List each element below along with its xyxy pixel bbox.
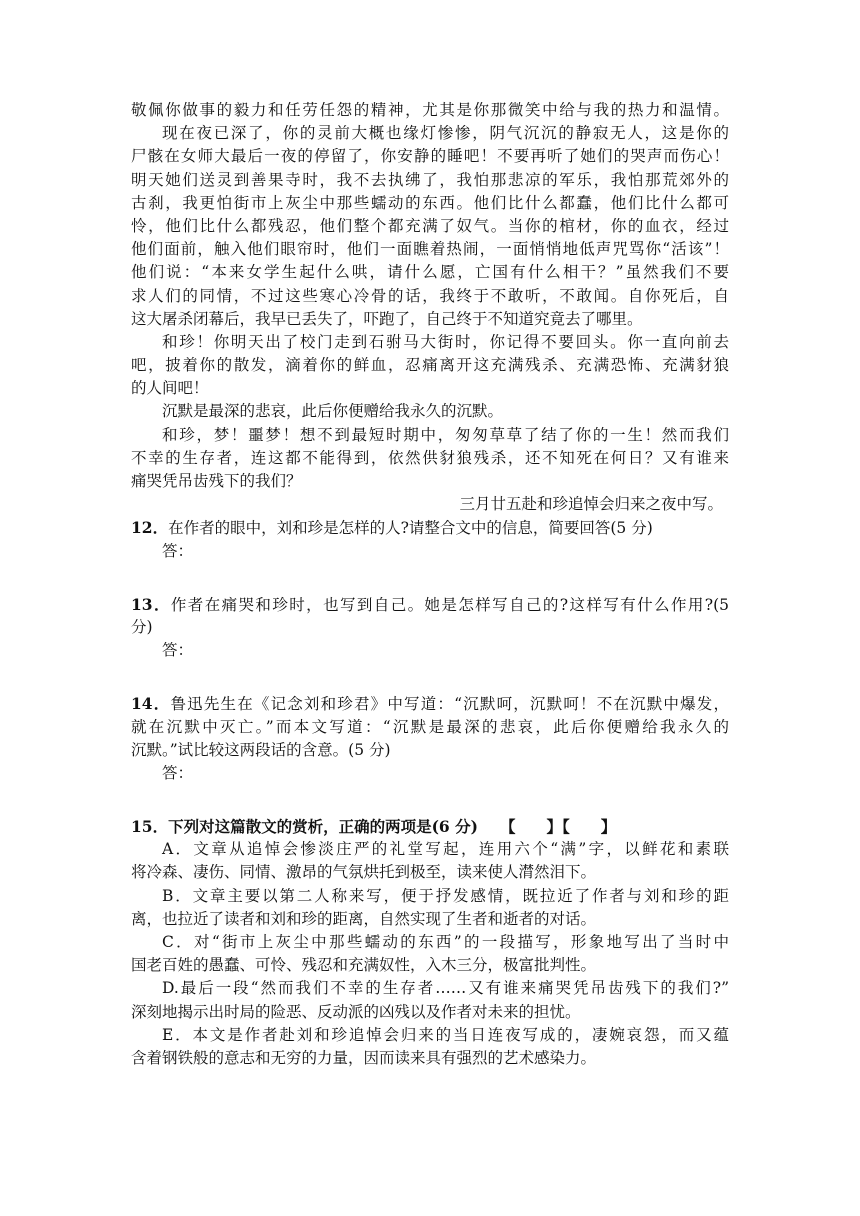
passage-line: 古刹，我更怕街市上灰尘中那些蠕动的东西。他们比什么都蠢，他们比什么都可 — [131, 193, 729, 212]
option-c: C．对“街市上灰尘中那些蠕动的东西”的一段描写，形象地写出了当时中 — [162, 933, 729, 951]
option-e: E．本文是作者赴刘和珍追悼会归来的当日连夜写成的，凄婉哀怨，而又蕴 — [162, 1025, 729, 1044]
passage — [131, 99, 729, 516]
option-d: D.最后一段“然而我们不幸的生存者……又有谁来痛哭凭吊齿残下的我们?” — [162, 979, 729, 998]
passage-line: 这大屠杀闭幕后，我早已丢失了，吓跑了，自己终于不知道究竟去了哪里。 — [131, 309, 643, 328]
passage-signature: 三月廿五赴和珍追悼会归来之夜中写。 — [459, 495, 723, 514]
passage-line: 求人们的同情，不过这些寒心冷骨的话，我终于不敢听，不敢闻。自你死后，自 — [131, 286, 729, 305]
question-number: 15． — [131, 817, 169, 837]
passage-line: 敬佩你做事的毅力和任劳任怨的精神，尤其是你那微笑中给与我的热力和温情。 — [131, 101, 729, 119]
passage-line: 和珍，梦！噩梦！想不到最短时期中，匆匆草草了结了你的一生！然而我们 — [162, 425, 729, 444]
question-number: 13． — [131, 594, 171, 614]
answer-label: 答： — [162, 641, 194, 660]
passage-line: 不幸的生存者，连这都不能得到，依然供豺狼残杀，还不知死在何日？又有谁来 — [131, 448, 729, 467]
answer-space — [131, 662, 729, 692]
question-text: 分) — [131, 617, 153, 636]
question-15 — [131, 815, 729, 1070]
passage-line: 尸骸在女师大最后一夜的停留了，你安静的睡吧！不要再听了她们的哭声而伤心！ — [131, 147, 729, 166]
question-text: 鲁迅先生在《记念刘和珍君》中写道：“沉默呵，沉默呵！不在沉默中爆发， — [170, 695, 729, 714]
question-text: 就在沉默中灭亡。”而本文写道：“沉默是最深的悲哀，此后你便赠给我永久的 — [131, 717, 729, 736]
option-c-cont: 国老百姓的愚蠢、可怜、残忍和充满奴性，入木三分，极富批判性。 — [131, 956, 597, 975]
question-number: 14． — [131, 694, 171, 714]
question-12 — [131, 516, 729, 562]
answer-label: 答： — [162, 763, 194, 782]
option-b-cont: 离，也拉近了读者和刘和珍的距离，自然实现了生者和逝者的对话。 — [131, 909, 597, 928]
answer-space — [131, 563, 729, 593]
answer-space — [131, 785, 729, 815]
option-a: A．文章从追悼会惨淡庄严的礼堂写起，连用六个“满”字，以鲜花和素联 — [162, 840, 729, 859]
passage-line: 痛哭凭吊齿残下的我们？ — [131, 472, 302, 490]
option-e-cont: 含着钢铁般的意志和无穷的力量，因而读来具有强烈的艺术感染力。 — [131, 1048, 597, 1067]
passage-line: 明天她们送灵到善果寺时，我不去执绋了，我怕那悲凉的军乐，我怕那荒郊外的 — [131, 170, 729, 189]
document-page — [131, 99, 729, 1070]
answer-brackets[interactable]: 【 】【 】 — [499, 817, 617, 837]
passage-line: 的人间吧！ — [131, 379, 209, 398]
question-number: 12． — [131, 518, 169, 538]
option-d-cont: 深刻地揭示出时局的险恶、反动派的凶残以及作者对未来的担忧。 — [131, 1002, 581, 1021]
passage-line: 吧，披着你的散发，滴着你的鲜血，忍痛离开这充满残杀、充满恐怖、充满豺狼 — [131, 356, 729, 375]
passage-line: 他们说：“本来女学生起什么哄，请什么愿，亡国有什么相干？”虽然我们不要 — [131, 263, 729, 282]
question-14 — [131, 692, 729, 785]
question-13 — [131, 593, 729, 663]
passage-line: 怜，他们比什么都残忍，他们整个都充满了奴气。当你的棺材，你的血衣，经过 — [131, 216, 729, 235]
option-a-cont: 将冷森、凄伤、同情、激昂的气氛烘托到极至，读来使人潸然泪下。 — [131, 863, 597, 882]
passage-line: 和珍！你明天出了校门走到石驸马大街时，你记得不要回头。你一直向前去 — [162, 332, 729, 351]
question-text: 在作者的眼中，刘和珍是怎样的人?请整合文中的信息，简要回答(5 分) — [168, 519, 653, 538]
option-b: B．文章主要以第二人称来写，便于抒发感情，既拉近了作者与刘和珍的距 — [162, 886, 729, 905]
passage-line: 现在夜已深了，你的灵前大概也缘灯惨惨，阴气沉沉的静寂无人，这是你的 — [162, 124, 729, 143]
passage-line: 他们面前，触入他们眼帘时，他们一面瞧着热闹，一面悄悄地低声咒骂你“活该”！ — [131, 240, 729, 259]
question-text: 作者在痛哭和珍时，也写到自己。她是怎样写自己的?这样写有什么作用?(5 — [170, 595, 729, 614]
passage-line: 沉默是最深的悲哀，此后你便赠给我永久的沉默。 — [162, 402, 504, 421]
answer-label: 答： — [162, 541, 194, 560]
question-text: 沉默。”试比较这两段话的含意。(5 分) — [131, 740, 391, 759]
question-text: 下列对这篇散文的赏析，正确的两项是(6 分) — [168, 817, 478, 837]
